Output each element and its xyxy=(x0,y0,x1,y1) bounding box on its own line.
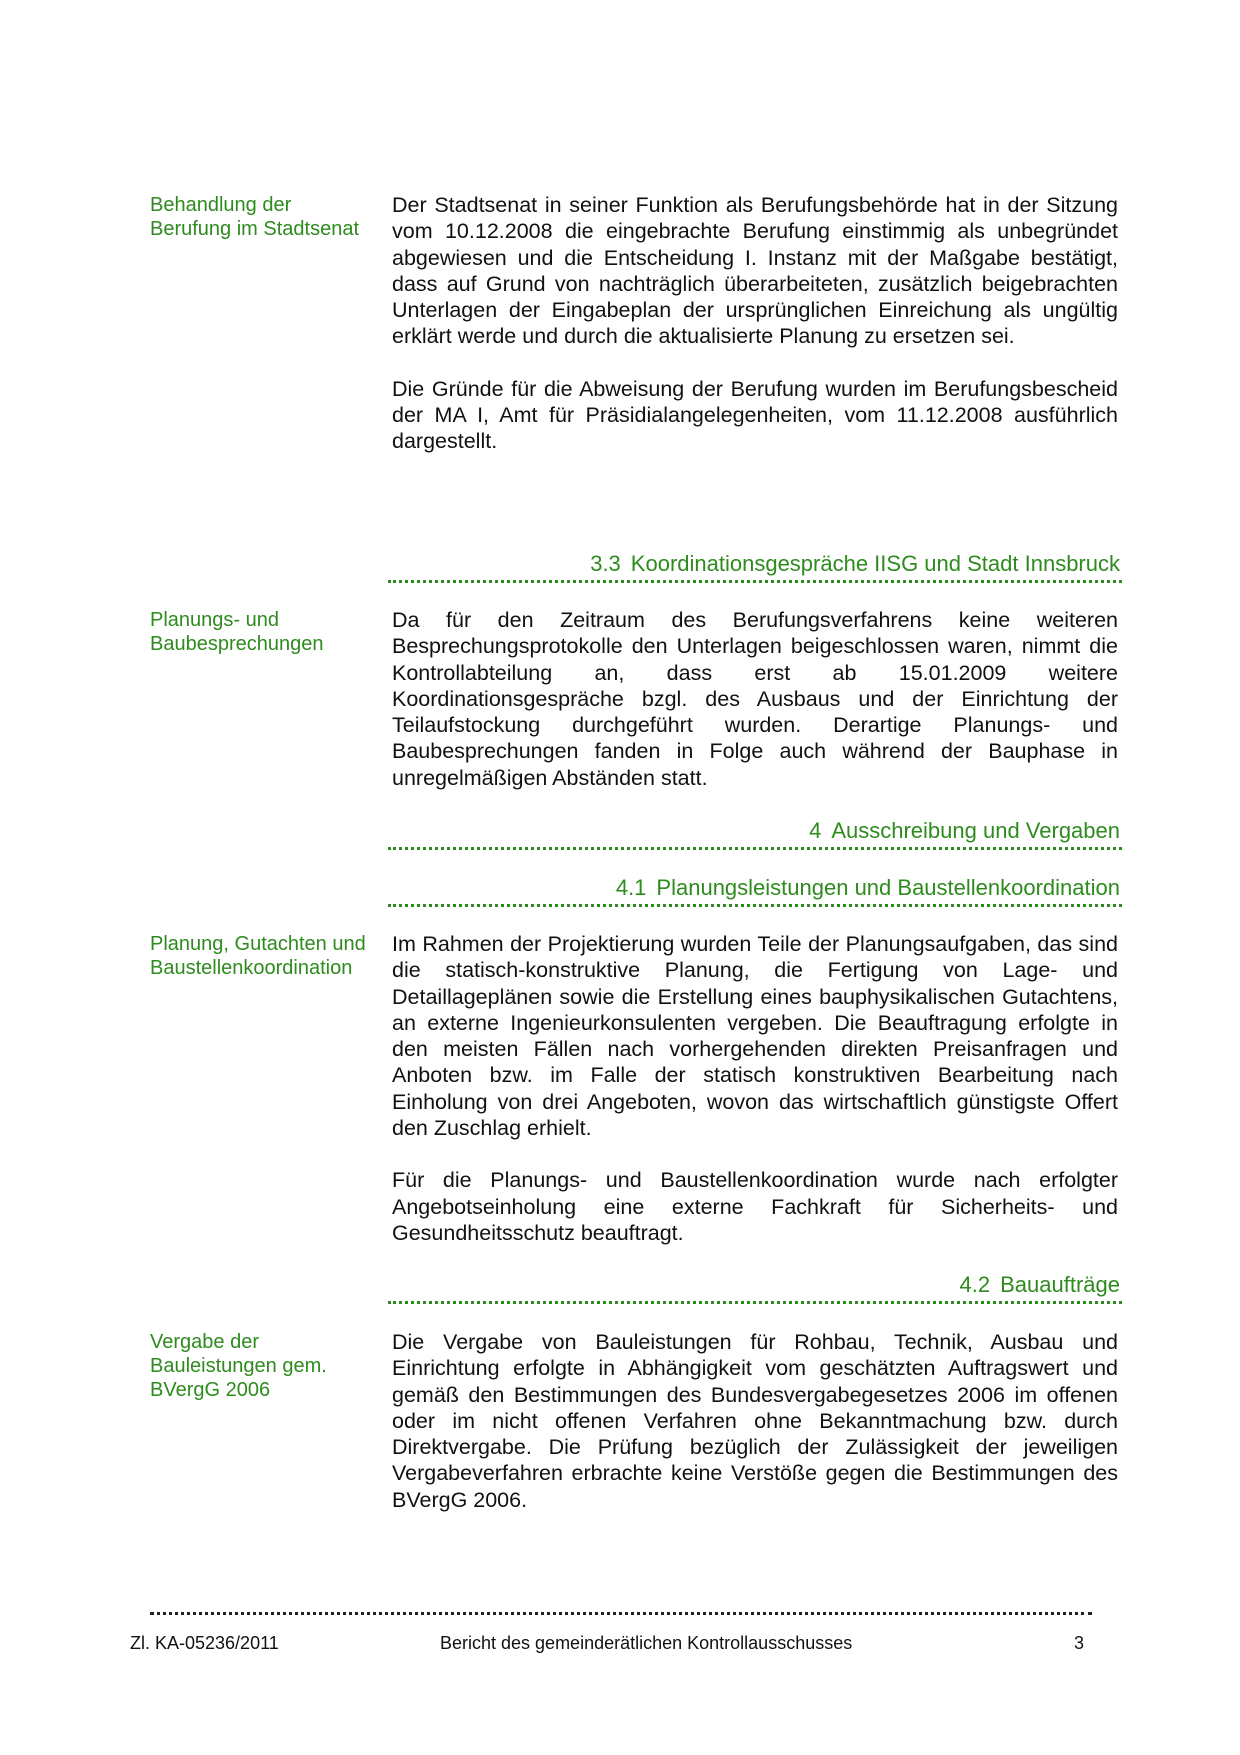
footer-rule xyxy=(150,1612,1092,1615)
heading-number: 4.2 xyxy=(959,1272,991,1297)
section-besprechungen-text xyxy=(392,607,1118,791)
heading-rule xyxy=(388,847,1122,850)
paragraph: Im Rahmen der Projektierung wurden Teile der Planungsaufgaben, das sind die statisch-konstruktive Planung, die Fertigung von Lage- und Detaillageplänen sowie die Erstellung eines bauphysikalischen Gutachtens, an externe Ingenieurkonsulenten vergeben. Die Beauftragung erfolgte in den meisten Fällen nach vorhergehenden direkten Preisanfragen und Anboten bzw. im Falle der statisch konstruktiven Bearbeitung nach Einholung von drei Angeboten, wovon das wirtschaftlich günstigste Offert den Zuschlag erhielt. xyxy=(392,932,1118,1141)
paragraph: Die Gründe für die Abweisung der Berufung wurden im Berufungsbescheid der MA I, Amt für Präsidialangelegenheiten, vom 11.12.2008 ausführlich dargestellt. xyxy=(392,376,1118,454)
page-number: 3 xyxy=(1074,1633,1085,1653)
section-planung-text xyxy=(392,931,1118,1246)
heading-rule xyxy=(388,1301,1122,1304)
heading-title: Koordinationsgespräche IISG und Stadt Innsbruck xyxy=(630,551,1120,576)
section-heading-4-2 xyxy=(388,1271,1120,1299)
side-label-vergabe: Vergabe der Bauleistungen gem. BVergG 2006 xyxy=(150,1331,327,1401)
footer-reference: Zl. KA-05236/2011 xyxy=(130,1633,279,1653)
section-heading-3-3 xyxy=(388,550,1120,578)
heading-rule xyxy=(388,580,1122,583)
paragraph: Die Vergabe von Bauleistungen für Rohbau, Technik, Ausbau und Einrichtung erfolgte in Abhängigkeit vom geschätzten Auftragswert und gemäß den Bestimmungen des Bundesvergabegesetzes 2006 im offenen oder im nicht offenen Verfahren ohne Bekanntmachung bzw. durch Direktvergabe. Die Prüfung bezüglich der Zulässigkeit der jeweiligen Vergabeverfahren erbrachte keine Verstöße gegen die Bestimmungen des BVergG 2006. xyxy=(392,1330,1118,1512)
heading-title: Planungsleistungen und Baustellenkoordination xyxy=(656,875,1120,900)
paragraph: Für die Planungs- und Baustellenkoordination wurde nach erfolgter Angebotseinholung eine externe Fachkraft für Sicherheits- und Gesundheitsschutz beauftragt. xyxy=(392,1168,1118,1245)
section-berufung-text xyxy=(392,192,1118,455)
section-heading-4 xyxy=(388,817,1120,845)
section-vergabe-text xyxy=(392,1329,1118,1513)
heading-number: 3.3 xyxy=(590,551,621,576)
side-label-planung: Planung, Gutachten und Baustellenkoordination xyxy=(150,933,366,979)
heading-number: 4 xyxy=(809,818,822,843)
heading-number: 4.1 xyxy=(615,875,647,900)
section-heading-4-1 xyxy=(388,874,1120,902)
heading-title: Bauaufträge xyxy=(1000,1272,1120,1297)
heading-title: Ausschreibung und Vergaben xyxy=(831,818,1120,843)
paragraph: Da für den Zeitraum des Berufungsverfahrens keine weiteren Besprechungsprotokolle den Unterlagen beigeschlossen waren, nimmt die Kontrollabteilung an, dass erst ab 15.01.2009 weitere Koordinationsgespräche bzgl. des Ausbaus und der Einrichtung der Teilaufstockung durchgeführt wurden. Derartige Planungs- und Baubesprechungen fanden in Folge auch während der Bauphase in unregelmäßigen Abständen statt. xyxy=(392,608,1118,790)
side-label-besprechungen: Planungs- und Baubesprechungen xyxy=(150,609,324,655)
paragraph: Der Stadtsenat in seiner Funktion als Berufungsbehörde hat in der Sitzung vom 10.12.2008 die eingebrachte Berufung einstimmig als unbegründet abgewiesen und die Entscheidung I. Instanz mit der Maßgabe bestätigt, dass auf Grund von nachträglich überarbeiteten, zusätzlich beigebrachten Unterlagen der Eingabeplan der ursprünglichen Einreichung als ungültig erklärt werde und durch die aktualisierte Planung zu ersetzen sei. xyxy=(392,193,1118,349)
footer-title: Bericht des gemeinderätlichen Kontrollausschusses xyxy=(440,1633,853,1653)
heading-rule xyxy=(388,904,1122,907)
side-label-berufung: Behandlung der Berufung im Stadtsenat xyxy=(150,194,360,240)
